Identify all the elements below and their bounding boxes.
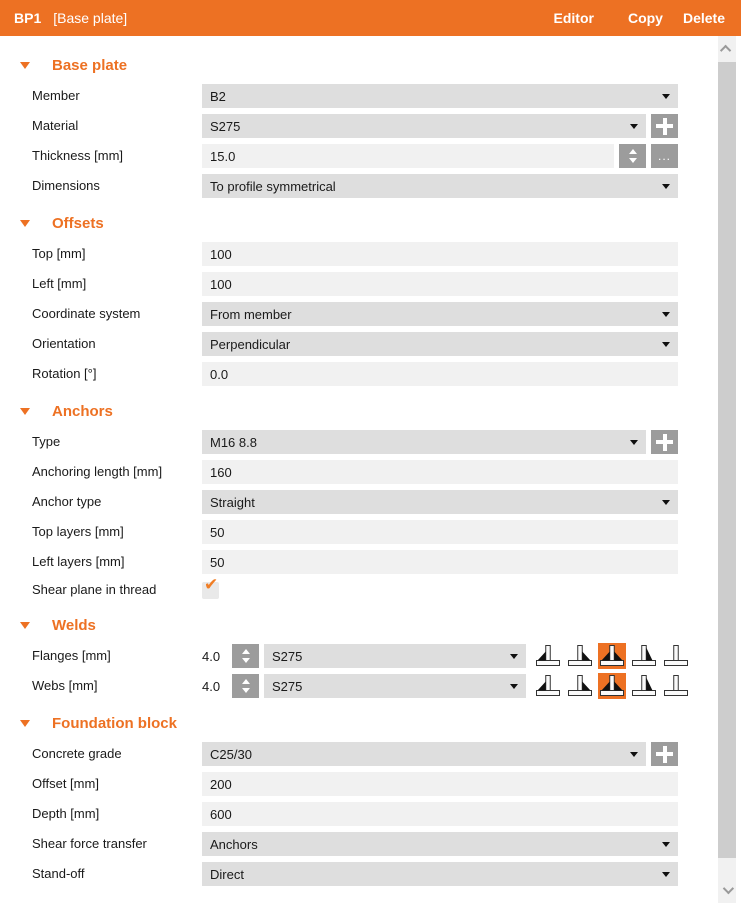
row-foundation-depth [32, 802, 678, 826]
field-label: Depth [mm] [32, 806, 100, 821]
section-title: Foundation block [52, 714, 177, 732]
collapse-triangle-icon [20, 62, 30, 69]
section-title: Anchors [52, 402, 113, 420]
collapse-triangle-icon [20, 408, 30, 415]
weld-type-toggle-group [534, 673, 690, 699]
field-label: Left layers [mm] [32, 554, 125, 569]
dropdown-value: Straight [210, 494, 255, 510]
chevron-up-icon [720, 45, 731, 56]
field-label: Material [32, 118, 79, 133]
checkmark-icon: ✔ [204, 574, 219, 595]
input-value: 15.0 [210, 148, 236, 164]
chevron-down-icon [662, 94, 670, 99]
plus-icon [656, 434, 673, 451]
chevron-down-icon [723, 883, 734, 894]
properties-form [0, 36, 712, 886]
row-coordinate-system [32, 302, 678, 326]
field-label: Orientation [32, 336, 96, 351]
field-label: Anchoring length [mm] [32, 464, 163, 479]
field-label: Dimensions [32, 178, 100, 193]
weld-bevel-button[interactable] [630, 643, 658, 669]
field-label: Shear plane in thread [32, 582, 157, 597]
foundation-depth-input[interactable] [202, 802, 678, 826]
row-top-layers [32, 520, 678, 544]
dropdown-value: S275 [272, 648, 303, 664]
dropdown-value: S275 [272, 678, 303, 694]
row-anchoring-length [32, 460, 678, 484]
chevron-down-icon [510, 684, 518, 689]
field-label: Coordinate system [32, 306, 141, 321]
weld-butt-icon [662, 673, 690, 699]
ellipsis-icon: ... [657, 149, 671, 163]
weld-fillet-right-button[interactable] [566, 643, 594, 669]
weld-size-value[interactable]: 4.0 [202, 678, 221, 694]
weld-fillet-left-icon [534, 673, 562, 699]
field-label: Rotation [°] [32, 366, 97, 381]
input-value: 160 [210, 464, 232, 480]
vertical-scrollbar [718, 36, 736, 903]
weld-fillet-both-button[interactable] [598, 673, 626, 699]
row-offset-left [32, 272, 678, 296]
member-dropdown[interactable] [202, 84, 678, 108]
weld-bevel-button[interactable] [630, 673, 658, 699]
input-value: 200 [210, 776, 232, 792]
field-label: Webs [mm] [32, 678, 98, 693]
section-title: Welds [52, 616, 96, 634]
copy-button[interactable]: Copy [627, 10, 663, 26]
dropdown-value: C25/30 [210, 746, 252, 762]
row-anchor-type-assembly [32, 430, 678, 454]
plus-icon [656, 118, 673, 135]
weld-bevel-icon [630, 673, 658, 699]
weld-size-spinner[interactable] [232, 674, 259, 698]
chevron-down-icon [662, 500, 670, 505]
weld-material-dropdown[interactable] [264, 644, 526, 668]
thickness-input[interactable] [202, 144, 614, 168]
row-stand-off [32, 862, 678, 886]
weld-fillet-both-icon [598, 673, 626, 699]
editor-button[interactable]: Editor [553, 10, 594, 26]
chevron-down-icon [662, 342, 670, 347]
chevron-down-icon [662, 312, 670, 317]
dropdown-value: B2 [210, 88, 226, 104]
weld-fillet-right-icon [566, 643, 594, 669]
left-layers-input[interactable] [202, 550, 678, 574]
chevron-down-icon [510, 654, 518, 659]
row-offset-top [32, 242, 678, 266]
spinner-arrows-icon [242, 679, 250, 693]
field-label: Top layers [mm] [32, 524, 124, 539]
foundation-offset-input[interactable] [202, 772, 678, 796]
weld-material-dropdown[interactable] [264, 674, 526, 698]
shear-plane-checkbox[interactable] [202, 574, 219, 599]
offset-top-input[interactable] [202, 242, 678, 266]
offset-left-input[interactable] [202, 272, 678, 296]
dropdown-value: Direct [210, 866, 244, 882]
section-title: Base plate [52, 56, 128, 74]
section-header-anchors[interactable] [0, 398, 678, 424]
field-label: Type [32, 434, 61, 449]
add-material-button[interactable] [651, 114, 678, 138]
weld-butt-button[interactable] [662, 643, 690, 669]
delete-button[interactable]: Delete [682, 10, 725, 26]
collapse-triangle-icon [20, 220, 30, 227]
anchoring-length-input[interactable] [202, 460, 678, 484]
chevron-down-icon [662, 872, 670, 877]
row-weld-flanges [32, 644, 678, 668]
chevron-down-icon [630, 752, 638, 757]
chevron-down-icon [630, 124, 638, 129]
field-label: Flanges [mm] [32, 648, 111, 663]
weld-fillet-both-icon [598, 643, 626, 669]
row-concrete-grade [32, 742, 678, 766]
row-rotation [32, 362, 678, 386]
collapse-triangle-icon [20, 622, 30, 629]
concrete-grade-dropdown[interactable] [202, 742, 646, 766]
row-member [32, 84, 678, 108]
field-label: Anchor type [32, 494, 102, 509]
scroll-down-button[interactable] [718, 877, 736, 903]
weld-type-toggle-group [534, 643, 690, 669]
dropdown-value: Perpendicular [210, 336, 291, 352]
weld-butt-icon [662, 643, 690, 669]
plus-icon [656, 746, 673, 763]
input-value: 100 [210, 246, 232, 262]
shear-force-transfer-dropdown[interactable] [202, 832, 678, 856]
input-value: 50 [210, 524, 225, 540]
dropdown-value: From member [210, 306, 292, 322]
row-left-layers [32, 550, 678, 574]
weld-fillet-both-button[interactable] [598, 643, 626, 669]
dimensions-dropdown[interactable] [202, 174, 678, 198]
weld-size-spinner[interactable] [232, 644, 259, 668]
operation-title: [Base plate] [53, 10, 128, 26]
row-thickness [32, 144, 678, 168]
input-value: 50 [210, 554, 225, 570]
weld-fillet-right-icon [566, 673, 594, 699]
section-header-base-plate[interactable] [0, 52, 678, 78]
header-actions [544, 2, 735, 34]
scrollbar-thumb[interactable] [718, 62, 736, 858]
add-anchor-button[interactable] [651, 430, 678, 454]
field-label: Left [mm] [32, 276, 87, 291]
weld-fillet-left-button[interactable] [534, 643, 562, 669]
weld-fillet-left-button[interactable] [534, 673, 562, 699]
thickness-spinner[interactable] [619, 144, 646, 168]
spinner-arrows-icon [629, 149, 637, 163]
weld-fillet-left-icon [534, 643, 562, 669]
dropdown-value: S275 [210, 118, 241, 134]
input-value: 600 [210, 806, 232, 822]
field-label: Top [mm] [32, 246, 86, 261]
section-header-welds[interactable] [0, 612, 678, 638]
field-label: Shear force transfer [32, 836, 147, 851]
weld-butt-button[interactable] [662, 673, 690, 699]
row-anchor-type [32, 490, 678, 514]
row-material [32, 114, 678, 138]
field-label: Concrete grade [32, 746, 122, 761]
row-shear-force-transfer [32, 832, 678, 856]
dropdown-value: To profile symmetrical [210, 178, 336, 194]
add-concrete-grade-button[interactable] [651, 742, 678, 766]
input-value: 100 [210, 276, 232, 292]
anchor-assembly-dropdown[interactable] [202, 430, 646, 454]
panel-header-bar [0, 0, 741, 36]
dropdown-value: M16 8.8 [210, 434, 257, 450]
top-layers-input[interactable] [202, 520, 678, 544]
row-weld-webs [32, 674, 678, 698]
field-label: Thickness [mm] [32, 148, 124, 163]
input-value: 0.0 [210, 366, 229, 382]
weld-size-value[interactable]: 4.0 [202, 648, 221, 664]
field-label: Offset [mm] [32, 776, 99, 791]
orientation-dropdown[interactable] [202, 332, 678, 356]
collapse-triangle-icon [20, 720, 30, 727]
chevron-down-icon [662, 184, 670, 189]
anchor-type-dropdown[interactable] [202, 490, 678, 514]
dropdown-value: Anchors [210, 836, 258, 852]
row-shear-plane [32, 574, 678, 600]
section-title: Offsets [52, 214, 104, 232]
thickness-more-button[interactable] [651, 144, 678, 168]
weld-fillet-right-button[interactable] [566, 673, 594, 699]
chevron-down-icon [662, 842, 670, 847]
weld-bevel-icon [630, 643, 658, 669]
stand-off-dropdown[interactable] [202, 862, 678, 886]
section-header-foundation-block[interactable] [0, 710, 678, 736]
coordinate-system-dropdown[interactable] [202, 302, 678, 326]
row-orientation [32, 332, 678, 356]
rotation-input[interactable] [202, 362, 678, 386]
field-label: Stand-off [32, 866, 85, 881]
scroll-up-button[interactable] [718, 36, 736, 62]
row-foundation-offset [32, 772, 678, 796]
row-dimensions [32, 174, 678, 198]
operation-id: BP1 [14, 10, 42, 26]
field-label: Member [32, 88, 80, 103]
material-dropdown[interactable] [202, 114, 646, 138]
chevron-down-icon [630, 440, 638, 445]
section-header-offsets[interactable] [0, 210, 678, 236]
spinner-arrows-icon [242, 649, 250, 663]
